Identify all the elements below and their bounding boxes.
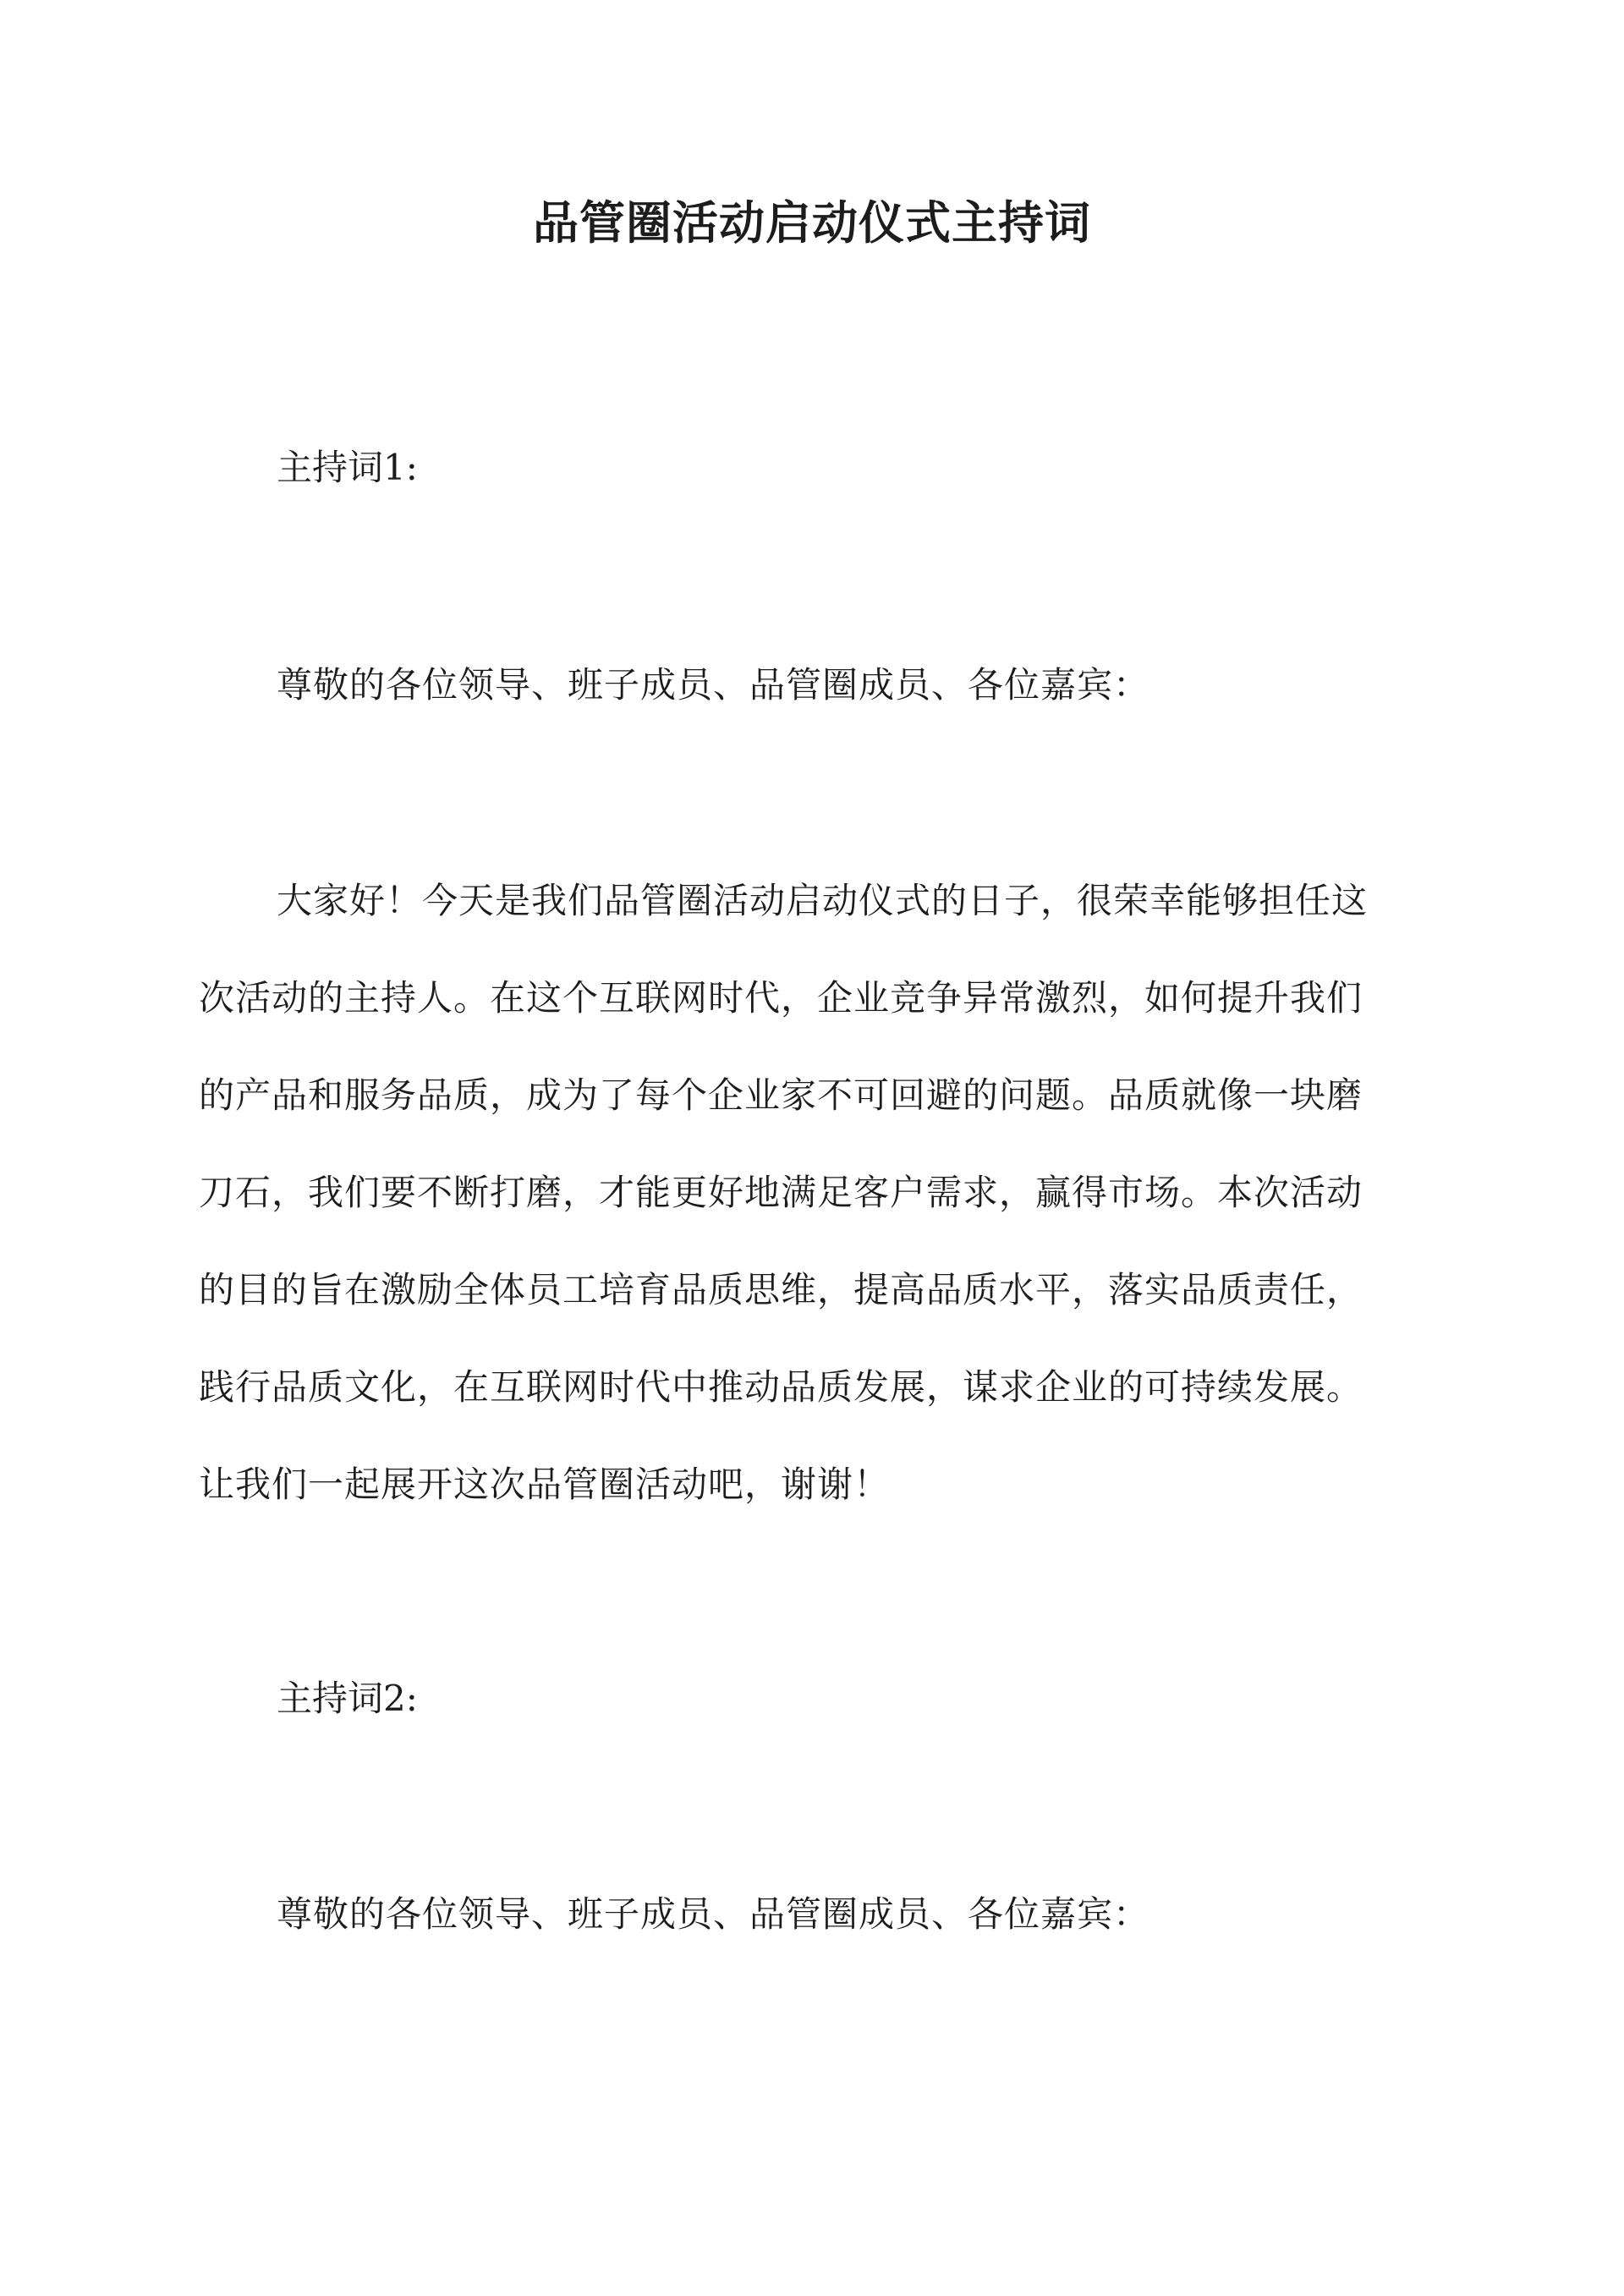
section-2-label: 主持词2:	[277, 1678, 418, 1719]
section-1-paragraph-line: 让我们一起展开这次品管圈活动吧，谢谢！	[199, 1464, 891, 1505]
section-1-paragraph-line: 刀石，我们要不断打磨，才能更好地满足客户需求，赢得市场。本次活动	[199, 1172, 1363, 1213]
section-2-greeting: 尊敬的各位领导、班子成员、品管圈成员、各位嘉宾：	[277, 1893, 1150, 1935]
section-1-paragraph-line: 践行品质文化，在互联网时代中推动品质发展，谋求企业的可持续发展。	[199, 1366, 1363, 1408]
section-1-label: 主持词1:	[277, 447, 418, 488]
section-1-paragraph-line: 的产品和服务品质，成为了每个企业家不可回避的问题。品质就像一块磨	[199, 1074, 1363, 1116]
section-1-paragraph-line: 次活动的主持人。在这个互联网时代，企业竞争异常激烈，如何提升我们	[199, 977, 1363, 1019]
section-1-paragraph-line: 的目的旨在激励全体员工培育品质思维，提高品质水平，落实品质责任，	[199, 1269, 1363, 1310]
document-title: 品管圈活动启动仪式主持词	[533, 195, 1091, 250]
section-1-greeting: 尊敬的各位领导、班子成员、品管圈成员、各位嘉宾：	[277, 664, 1150, 706]
section-1-paragraph-line: 大家好！今天是我们品管圈活动启动仪式的日子，很荣幸能够担任这	[277, 880, 1369, 921]
